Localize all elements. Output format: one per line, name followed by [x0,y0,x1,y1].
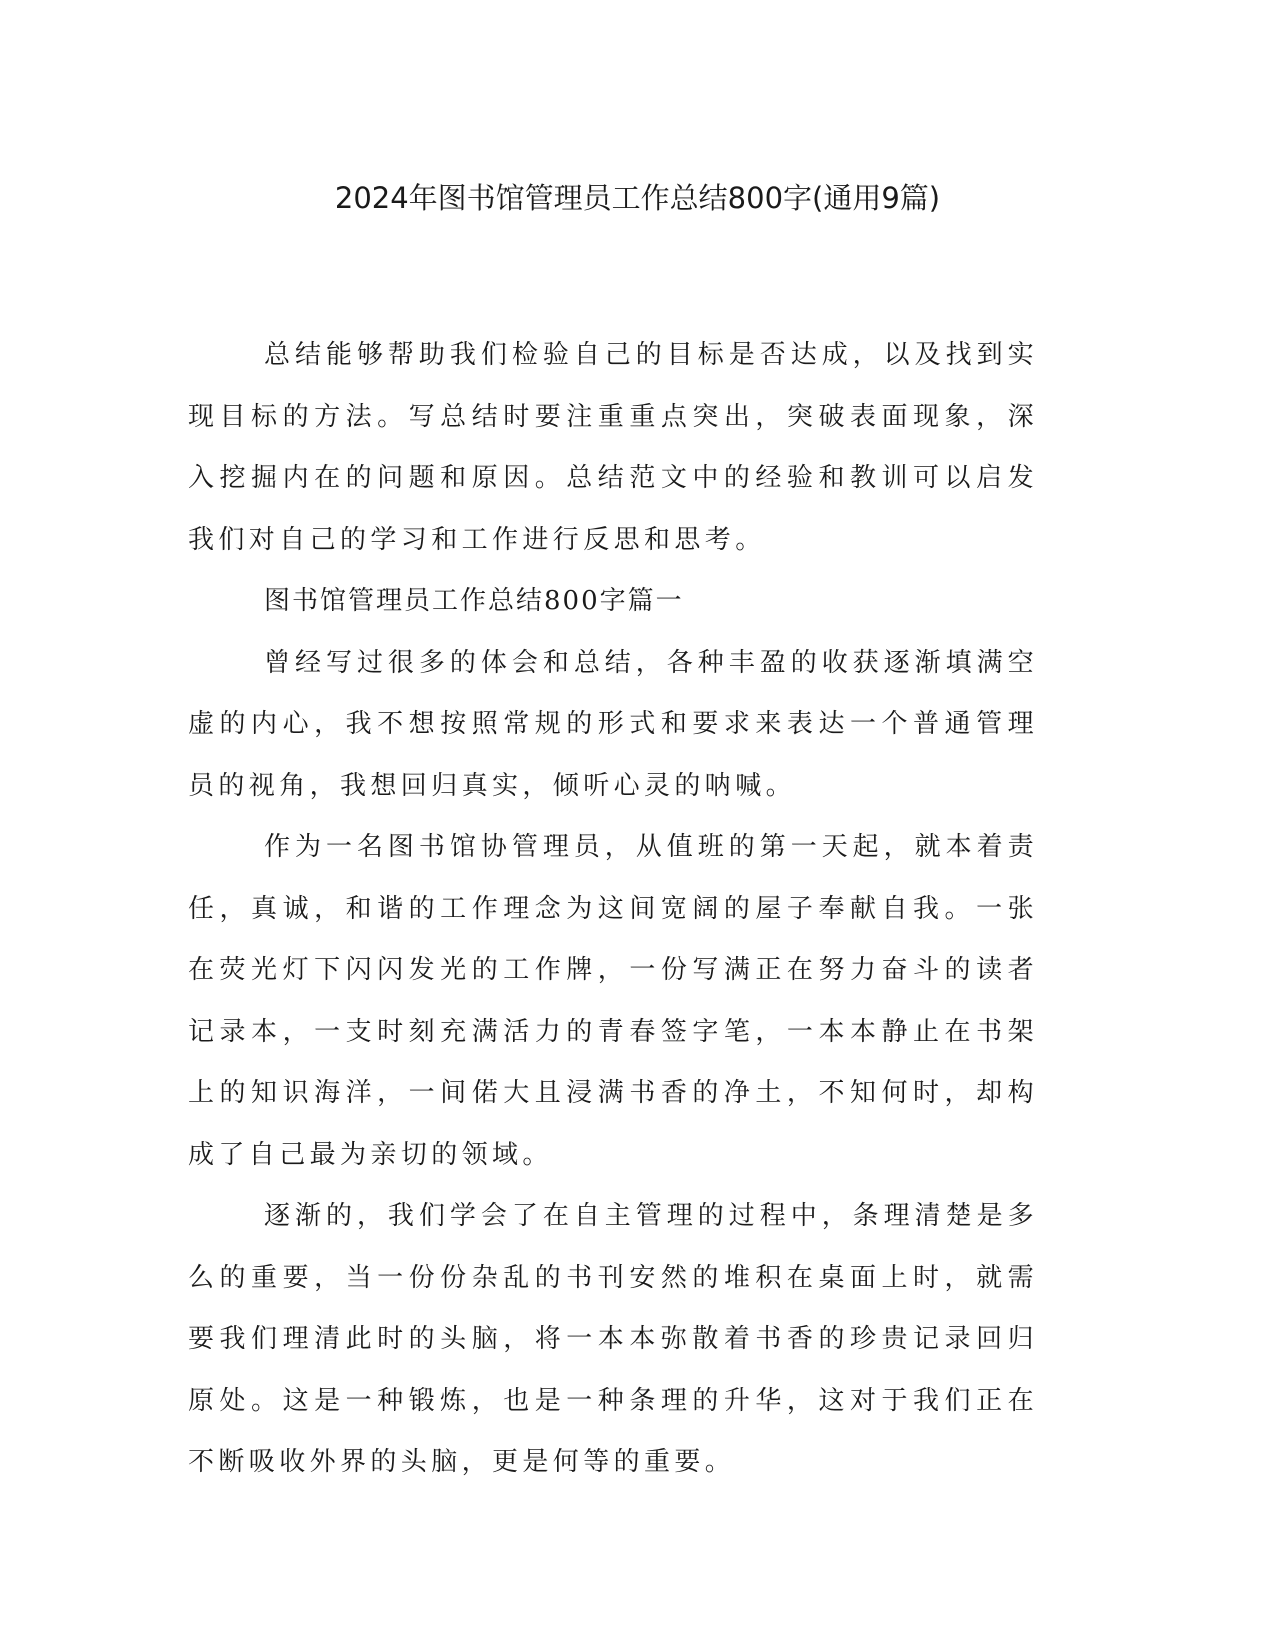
section-heading: 图书馆管理员工作总结800字篇一 [264,586,684,616]
body-paragraph: 逐渐的，我们学会了在自主管理的过程中，条理清楚是多么的重要，当一份份杂乱的书刊安然的堆积在桌面上时，就需要我们理清此时的头脑，将一本本弥散着书香的珍贵记录回归原处。这是一种锻炼，也是一种条理的升华，这对于我们正在不断吸收外界的头脑，更是何等的重要。 [188,1201,1038,1477]
intro-paragraph: 总结能够帮助我们检验自己的目标是否达成，以及找到实现目标的方法。写总结时要注重重点突出，突破表面现象，深入挖掘内在的问题和原因。总结范文中的经验和教训可以启发我们对自己的学习和工作进行反思和思考。 [188,340,1038,555]
body-paragraph: 作为一名图书馆协管理员，从值班的第一天起，就本着责任，真诚，和谐的工作理念为这间宽阔的屋子奉献自我。一张在荧光灯下闪闪发光的工作牌，一份写满正在努力奋斗的读者记录本，一支时刻充满活力的青春签字笔，一本本静止在书架上的知识海洋，一间偌大且浸满书香的净土，不知何时，却构成了自己最为亲切的领域。 [188,832,1038,1170]
document-body [188,325,1038,1494]
body-paragraph: 曾经写过很多的体会和总结，各种丰盈的收获逐渐填满空虚的内心，我不想按照常规的形式和要求来表达一个普通管理员的视角，我想回归真实，倾听心灵的呐喊。 [188,647,1038,801]
document-title: 2024年图书馆管理员工作总结800字(通用9篇) [334,181,941,215]
